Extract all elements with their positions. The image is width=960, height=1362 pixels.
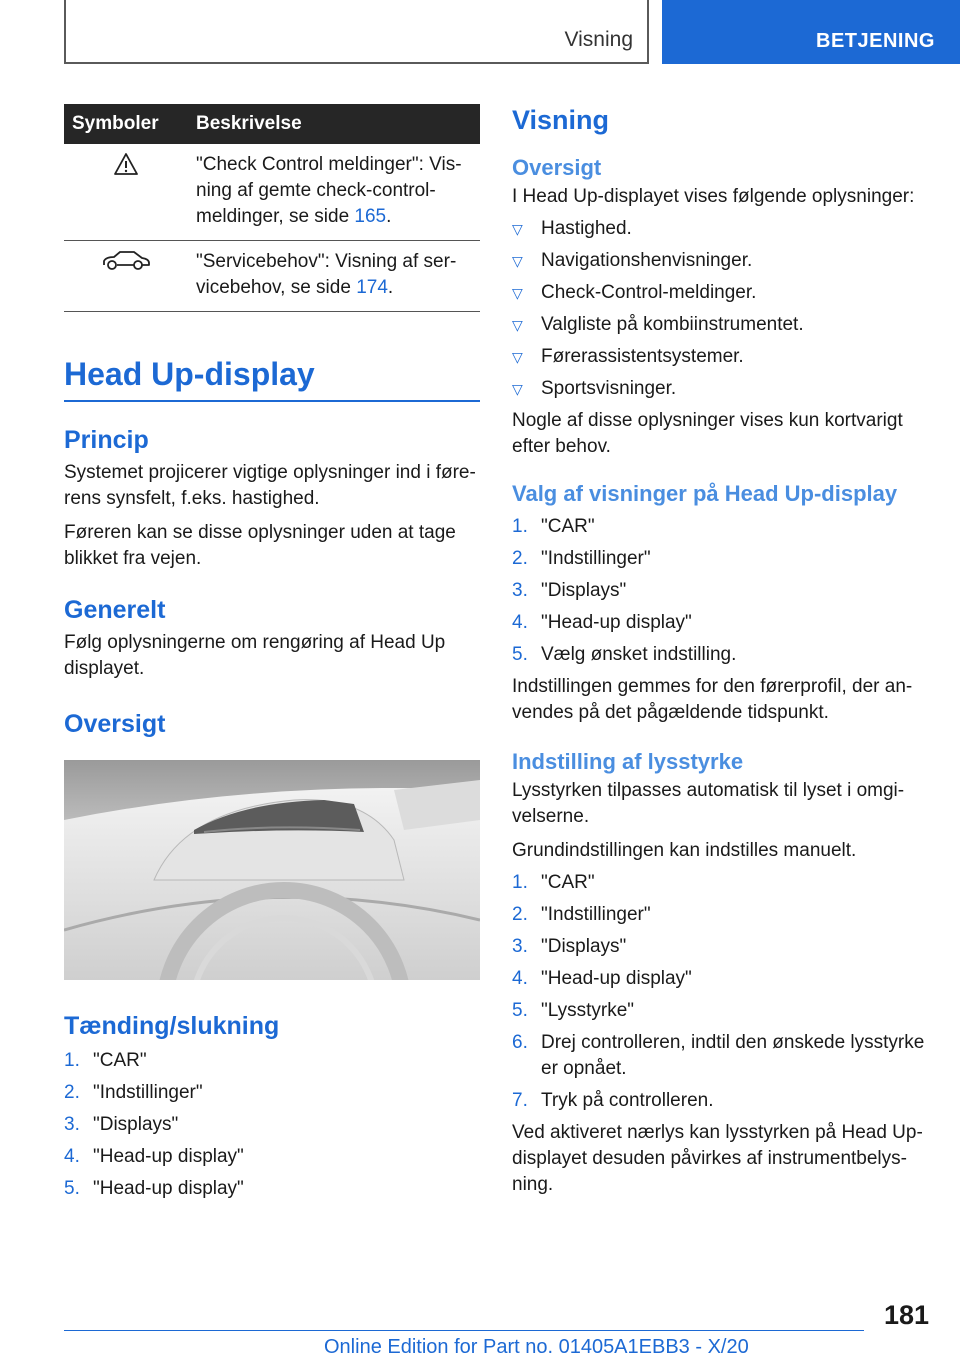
footer-edition-text: Online Edition for Part no. 01405A1EBB3 - X/20 [324,1336,749,1358]
list-item: ▽ Check-Control-meldinger. [512,280,928,306]
oversigt-outro: Nogle af disse oplysninger vises kun kortvarigt efter behov. [512,410,903,457]
page-ref-link[interactable]: 165 [354,206,387,227]
lysstyrke-paragraph-2: Grundindstillingen kan indstilles manuelt. [512,840,857,861]
oversigt-heading-right: Oversigt [512,155,602,180]
header-section-box [64,0,649,64]
triangle-bullet-icon: ▽ [512,253,523,269]
page-ref-link[interactable]: 174 [356,277,388,298]
list-item: 3. "Displays" [512,580,627,601]
list-item: 5. "Head-up display" [64,1178,244,1199]
symbol-cell [64,241,188,312]
triangle-bullet-icon: ▽ [512,381,523,397]
triangle-bullet-icon: ▽ [512,349,523,365]
car-service-icon [100,249,152,271]
head-up-display-photo [64,760,480,980]
page-title: Head Up-display [64,354,480,402]
left-column [64,104,480,1202]
generelt-heading: Generelt [64,596,166,624]
valg-note: Indstillingen gemmes for den førerprofil, der an-vendes på det pågældende tidspunkt. [512,676,913,723]
visning-heading: Visning [512,105,610,135]
list-item: ▽ Valgliste på kombiinstrumentet. [512,312,928,338]
header-chapter-label: BETJENING [816,30,935,52]
list-item: 3. "Displays" [512,936,627,957]
list-item: 1. "CAR" [64,1050,147,1071]
list-item: 2. "Indstillinger" [512,904,651,925]
description-text: "Check Control meldinger": Vis-ning af gemte check-control-meldinger, se side [196,154,462,227]
valg-heading: Valg af visninger på Head Up-display [512,481,898,506]
description-cell [188,144,480,241]
list-item: 7. Tryk på controlleren. [512,1090,714,1111]
symbol-table [64,104,480,312]
header-section-label: Visning [564,28,633,51]
symbol-table-header-row [64,104,480,144]
lysstyrke-note: Ved aktiveret nærlys kan lysstyrken på Head Up-displayet desuden påvirkes af instrumentbelys-ning. [512,1122,923,1195]
symbol-cell [64,144,188,241]
symbol-table-header-description: Beskrivelse [188,104,480,144]
princip-paragraph-1: Systemet projicerer vigtige oplysninger ind i føre-rens synsfelt, f.eks. hastighed. [64,462,476,509]
lysstyrke-steps [512,870,928,1114]
table-row [64,241,480,312]
princip-heading: Princip [64,426,149,454]
list-item: 2. "Indstillinger" [512,548,651,569]
list-item: 4. "Head-up display" [512,612,692,633]
list-item: ▽ Førerassistentsystemer. [512,344,928,370]
list-item: 5. "Lysstyrke" [512,1000,635,1021]
table-row [64,144,480,241]
princip-paragraph-2: Føreren kan se disse oplysninger uden at tage blikket fra vejen. [64,522,456,569]
list-item: ▽ Hastighed. [512,216,928,242]
list-item: 4. "Head-up display" [512,968,692,989]
list-item: ▽ Sportsvisninger. [512,376,928,402]
lysstyrke-paragraph-1: Lysstyrken tilpasses automatisk til lyset i omgi-velserne. [512,780,905,827]
generelt-paragraph: Følg oplysningerne om rengøring af Head Up displayet. [64,632,446,679]
description-suffix: . [386,206,392,227]
list-item: ▽ Navigationshenvisninger. [512,248,928,274]
footer-divider [64,1330,864,1331]
page-number: 181 [884,1300,930,1330]
head-up-display-image [64,760,480,980]
oversigt-intro: I Head Up-displayet vises følgende oplysninger: [512,186,915,207]
symbol-table-header-symbols: Symboler [64,104,188,144]
triangle-bullet-icon: ▽ [512,317,523,333]
list-item: 5. Vælg ønsket indstilling. [512,644,737,665]
list-item: 4. "Head-up display" [64,1146,244,1167]
triangle-bullet-icon: ▽ [512,285,523,301]
header-chapter-tab [662,0,960,64]
list-item: 1. "CAR" [512,872,595,893]
description-cell [188,241,480,312]
list-item: 1. "CAR" [512,516,595,537]
description-suffix: . [387,277,394,298]
triangle-bullet-icon: ▽ [512,221,523,237]
list-item: 3. "Displays" [64,1114,179,1135]
list-item: 2. "Indstillinger" [64,1082,203,1103]
right-column [512,104,928,1198]
warning-triangle-icon [113,152,139,176]
taending-heading: Tænding/slukning [64,1012,280,1040]
taending-steps [64,1048,480,1202]
valg-steps [512,514,928,668]
oversigt-heading-left: Oversigt [64,710,166,738]
oversigt-list [512,216,928,402]
lysstyrke-heading: Indstilling af lysstyrke [512,749,744,774]
list-item: 6. Drej controlleren, indtil den ønskede lysstyrke er opnået. [512,1032,925,1079]
description-text: "Servicebehov": Visning af ser-vicebehov, se side [196,251,457,298]
